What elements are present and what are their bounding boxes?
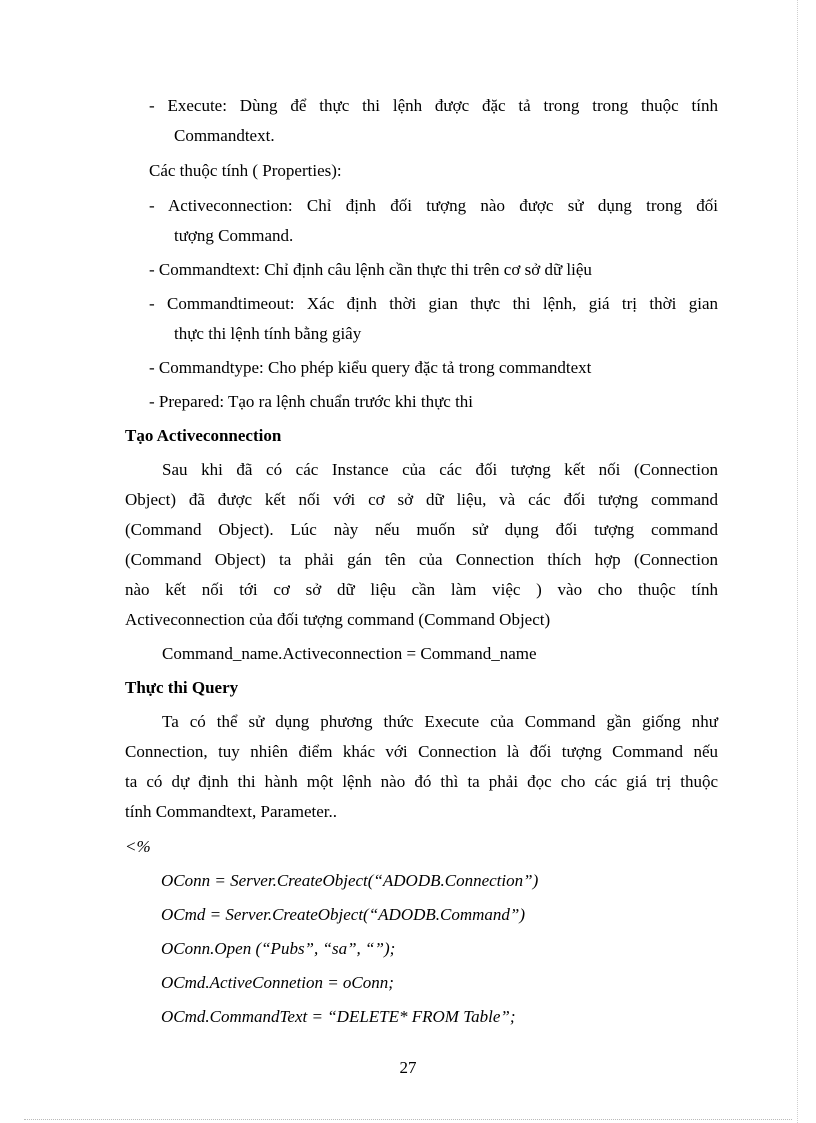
code-open-tag: <% [125, 837, 151, 856]
paragraph1-line1: Sau khi đã có các Instance của các đối tượng kết nối (Connection [162, 460, 718, 479]
commandtimeout-item-line1: - Commandtimeout: Xác định thời gian thực thi lệnh, giá trị thời gian [149, 294, 718, 313]
page-number: 27 [399, 1058, 417, 1077]
execute-item-line1: - Execute: Dùng để thực thi lệnh được đặc tả trong trong thuộc tính [149, 96, 718, 115]
paragraph1-line3: (Command Object). Lúc này nếu muốn sử dụng đối tượng command [125, 520, 718, 539]
footer-dotted-rule [24, 1119, 792, 1120]
code-line-1: OConn = Server.CreateObject(“ADODB.Connection”) [161, 871, 539, 890]
prepared-item: - Prepared: Tạo ra lệnh chuẩn trước khi thực thi [149, 392, 474, 411]
commandtext-item: - Commandtext: Chỉ định câu lệnh cần thực thi trên cơ sở dữ liệu [149, 260, 592, 279]
commandtype-item: - Commandtype: Cho phép kiểu query đặc tả trong commandtext [149, 358, 592, 377]
code-line-5: OCmd.CommandText = “DELETE* FROM Table”; [161, 1007, 516, 1026]
paragraph2-line3: ta có dự định thi hành một lệnh nào đó thì ta phải đọc cho các giá trị thuộc [125, 772, 718, 791]
section-heading-query: Thực thi Query [125, 678, 239, 697]
paragraph1-line4: (Command Object) ta phải gán tên của Connection thích hợp (Connection [125, 550, 718, 569]
properties-heading: Các thuộc tính ( Properties): [149, 161, 342, 180]
commandtimeout-item-line2: thực thi lệnh tính bằng giây [174, 324, 362, 343]
page-edge-rule [797, 0, 798, 1123]
paragraph1-line5: nào kết nối tới cơ sở dữ liệu cần làm việc ) vào cho thuộc tính [125, 580, 718, 599]
code-line-3: OConn.Open (“Pubs”, “sa”, “”); [161, 939, 396, 958]
execute-item-line2: Commandtext. [174, 126, 275, 145]
paragraph1-line2: Object) đã được kết nối với cơ sở dữ liệu, và các đối tượng command [125, 490, 718, 509]
paragraph1-line6: Activeconnection của đối tượng command (Command Object) [125, 610, 551, 629]
section-heading-activeconnection: Tạo Activeconnection [125, 426, 282, 445]
activeconnection-item-line1: - Activeconnection: Chỉ định đối tượng nào được sử dụng trong đối [149, 196, 718, 215]
code-line-2: OCmd = Server.CreateObject(“ADODB.Command”) [161, 905, 526, 924]
paragraph2-line2: Connection, tuy nhiên điểm khác với Connection là đối tượng Command nếu [125, 742, 718, 761]
paragraph2-line4: tính Commandtext, Parameter.. [125, 802, 337, 821]
activeconnection-item-line2: tượng Command. [174, 226, 294, 245]
code-line-4: OCmd.ActiveConnetion = oConn; [161, 973, 394, 992]
paragraph2-line1: Ta có thể sử dụng phương thức Execute của Command gần giống như [162, 712, 718, 731]
assignment-statement: Command_name.Activeconnection = Command_name [162, 644, 537, 663]
